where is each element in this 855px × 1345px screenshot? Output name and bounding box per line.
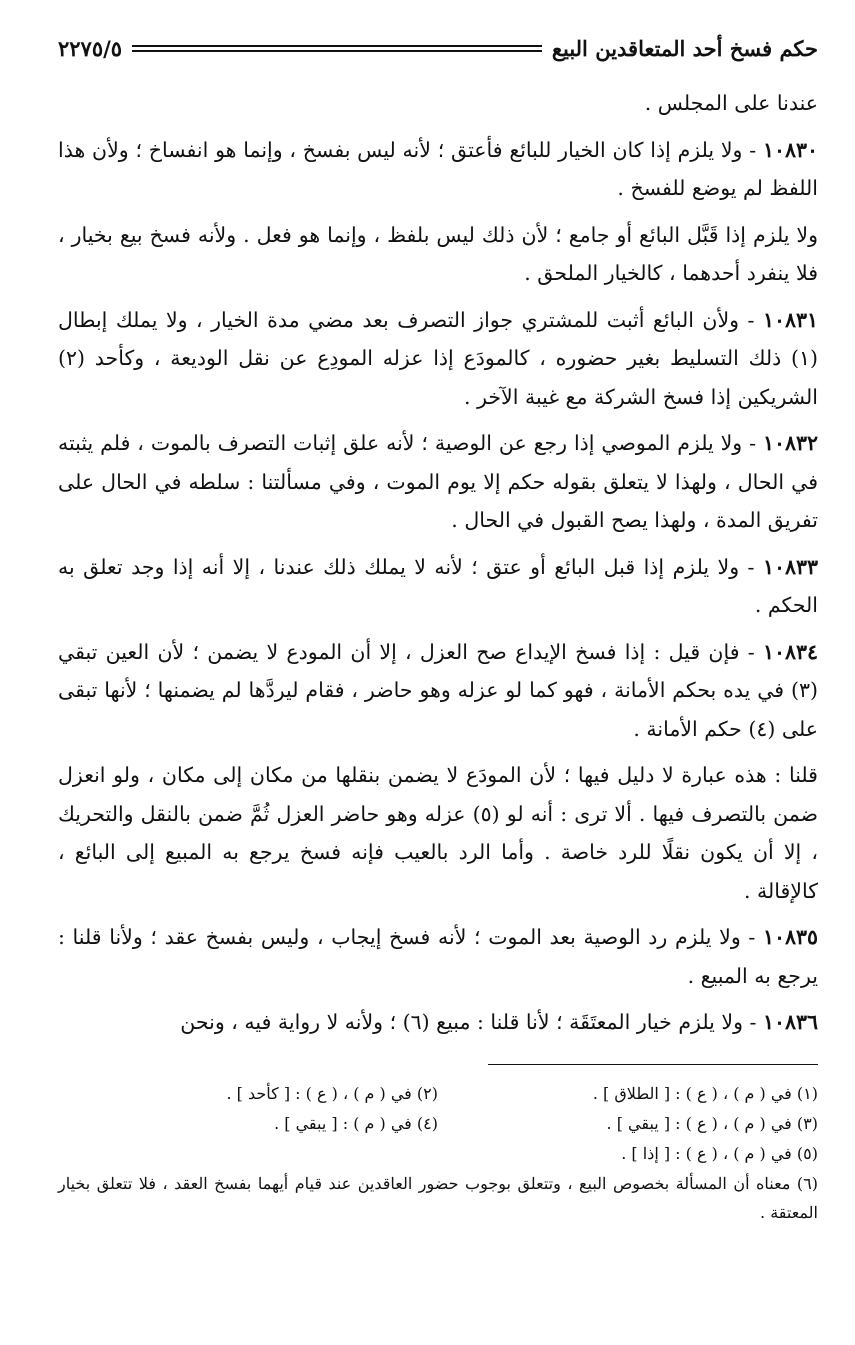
footnote-3: (٣) في ( م ) ، ( ع ) : [ يبقي ] . <box>606 1113 818 1133</box>
footnote-6: (٦) معناه أن المسألة بخصوص البيع ، وتتعلق بوجوب حضور العاقدين عند قيام أيهما بفسخ العقد ، فلا تتعلق بخيار المعتقة . <box>58 1173 818 1222</box>
paragraph <box>58 131 818 208</box>
paragraph-number: ١٠٨٣٥ <box>762 925 818 949</box>
paragraph <box>58 1003 818 1042</box>
main-text <box>58 84 818 1042</box>
running-title: حكم فسخ أحد المتعاقدين البيع <box>551 35 818 61</box>
footnote-5: (٥) في ( م ) ، ( ع ) : [ إذا ] . <box>621 1143 818 1163</box>
paragraph-number: ١٠٨٣١ <box>762 307 818 332</box>
page-number: ٢٢٧٥/٥ <box>58 35 123 61</box>
paragraph-text: قلنا : هذه عبارة لا دليل فيها ؛ لأن المودَع لا يضمن بنقلها من مكان إلى مكان ، ولو انعزل ضمن بالتصرف فيها . ألا ترى : أنه لو (٥) عزله وهو حاضر العزل ثُمَّ ضمن بالنقل والتحريك ، إلا أن يكون نقلًا للرد خاصة . وأما الرد بالعيب فإنه فسخ يرجع به المبيع إلى البائع ، كالإقالة . <box>58 763 818 903</box>
footnote-4: (٤) في ( م ) : [ يبقي ] . <box>274 1113 438 1133</box>
paragraph-number: ١٠٨٣٣ <box>762 554 818 579</box>
paragraph <box>58 633 818 749</box>
paragraph-text: - ولا يلزم إذا قبل البائع أو عتق ؛ لأنه لا يملك ذلك عندنا ، إلا أنه إذا وجد تعلق به الحكم . <box>58 554 818 617</box>
footnotes <box>58 1079 818 1227</box>
paragraph-text: - ولا يلزم إذا كان الخيار للبائع فأعتق ؛ لأنه ليس بفسخ ، وإنما هو انفساخ ؛ ولأن هذا اللفظ لم يوضع للفسخ . <box>58 137 818 200</box>
paragraph <box>58 216 818 293</box>
book-page <box>58 28 818 1227</box>
running-header <box>58 28 818 68</box>
paragraph-text: - ولا يلزم رد الوصية بعد الموت ؛ لأنه فسخ إيجاب ، وليس بفسخ عقد ؛ ولأنا قلنا : يرجع به المبيع . <box>58 925 818 988</box>
paragraph-number: ١٠٨٣٦ <box>762 1010 818 1034</box>
paragraph <box>58 548 818 625</box>
footnote-row <box>58 1079 818 1109</box>
paragraph <box>58 424 818 540</box>
footnote-separator <box>488 1064 818 1065</box>
paragraph <box>58 918 818 995</box>
paragraph <box>58 756 818 910</box>
paragraph-text: ولا يلزم إذا قَبَّل البائع أو جامع ؛ لأن ذلك ليس بلفظ ، وإنما هو فعل . ولأنه فسخ بيع بخيار ، فلا ينفرد أحدهما ، كالخيار الملحق . <box>58 222 818 285</box>
paragraph-text: - ولا يلزم الموصي إذا رجع عن الوصية ؛ لأنه علق إثبات التصرف بالموت ، فلم يثبته في الحال ، ولهذا لا يتعلق بقوله حكم إلا يوم الموت ، وفي مسألتنا : سلطه في الحال على تفريق المدة ، ولهذا يصح القبول في الحال . <box>58 431 818 532</box>
paragraph-number: ١٠٨٣٠ <box>762 137 818 162</box>
paragraph-text: عندنا على المجلس . <box>644 91 818 115</box>
footnote-1: (١) في ( م ) ، ( ع ) : [ الطلاق ] . <box>592 1083 818 1103</box>
footnote-2: (٢) في ( م ) ، ( ع ) : [ كأحد ] . <box>226 1083 438 1103</box>
paragraph-text: - ولا يلزم خيار المعتَقَة ؛ لأنا قلنا : مبيع (٦) ؛ ولأنه لا رواية فيه ، ونحن <box>180 1010 763 1034</box>
footnote-row <box>58 1139 818 1169</box>
paragraph <box>58 301 818 417</box>
paragraph-text: - ولأن البائع أثبت للمشتري جواز التصرف بعد مضي مدة الخيار ، ولا يملك إبطال (١) ذلك التسليط بغير حضوره ، كالمودَع إذا عزله المودِع عن نقل الوديعة ، وكأحد (٢) الشريكين إذا فسخ الشركة مع غيبة الآخر . <box>58 307 818 409</box>
paragraph-number: ١٠٨٣٤ <box>762 639 818 664</box>
paragraph <box>58 84 818 123</box>
header-double-rule <box>132 45 542 52</box>
paragraph-text: - فإن قيل : إذا فسخ الإيداع صح العزل ، إلا أن المودع لا يضمن ؛ لأن العين تبقي (٣) في يده بحكم الأمانة ، فهو كما لو عزله وهو حاضر ، فقام ليردَّها لم يضمنها ؛ لأنها تبقى على (٤) حكم الأمانة . <box>58 639 818 741</box>
footnote-row <box>58 1109 818 1139</box>
paragraph-number: ١٠٨٣٢ <box>762 431 818 455</box>
